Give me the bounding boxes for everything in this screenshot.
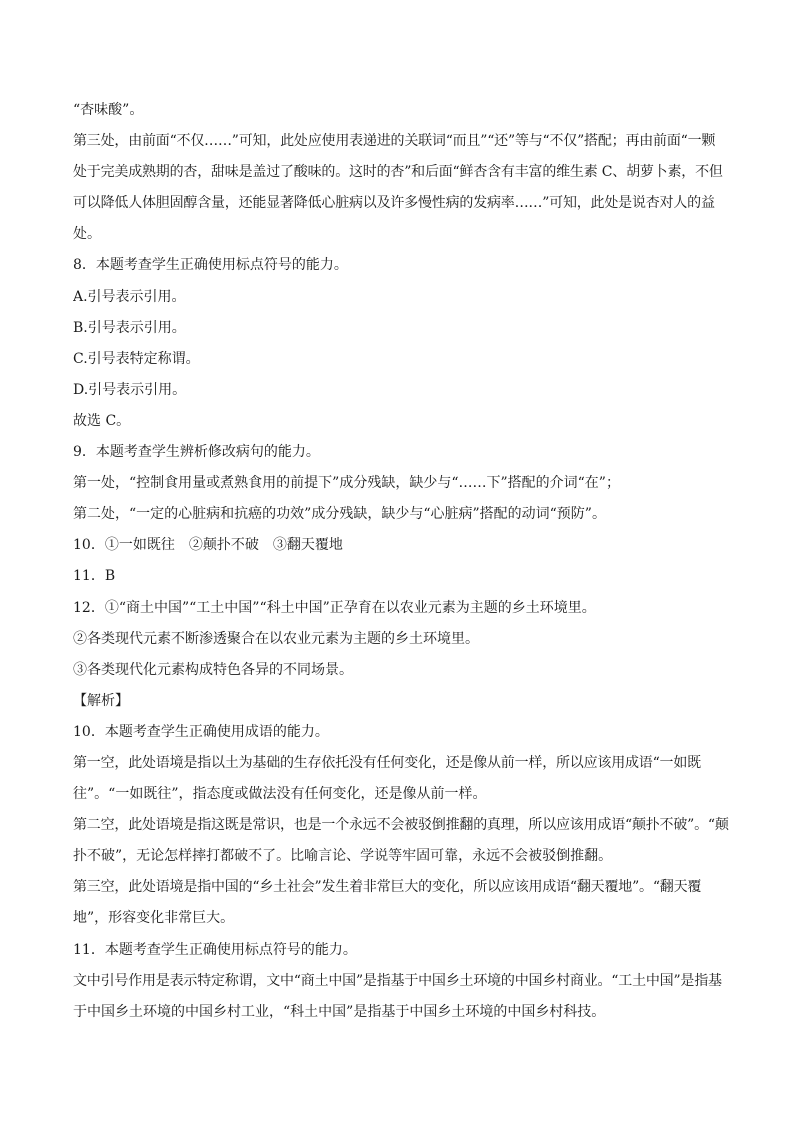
text-line: 可以降低人体胆固醇含量，还能显著降低心脏病以及许多慢性病的发病率……”可知，此处是说杏对人的益 — [73, 195, 715, 212]
option-b: B.引号表示引用。 — [73, 319, 186, 336]
question-8-heading: 8．本题考查学生正确使用标点符号的能力。 — [73, 257, 348, 274]
text-line: 第二处，“一定的心脏病和抗癌的功效”成分残缺，缺少与“心脏病”搭配的动词“预防”。 — [73, 506, 606, 523]
text-line: 第三空，此处语境是指中国的“乡土社会”发生着非常巨大的变化，所以应该用成语“翻天覆地”。“翻天覆 — [73, 879, 702, 896]
text-line: 处于完美成熟期的杏，甜味是盖过了酸味的。这时的杏”和后面“鲜杏含有丰富的维生素 C、胡萝卜素，不但 — [73, 164, 723, 181]
text-line: 处。 — [73, 226, 101, 243]
text-line: 文中引号作用是表示特定称谓，文中“商土中国”是指基于中国乡土环境的中国乡村商业。“工土中国”是指基 — [73, 972, 722, 989]
text-line: 地”，形容变化非常巨大。 — [73, 910, 235, 927]
answer-12-item-1: 12．①“商土中国”“工土中国”“科土中国”正孕育在以农业元素为主题的乡土环境里。 — [73, 599, 596, 616]
option-a: A.引号表示引用。 — [73, 288, 186, 305]
analysis-heading: 【解析】 — [73, 692, 129, 709]
text-line: 于中国乡土环境的中国乡村工业，“科土中国”是指基于中国乡土环境的中国乡村科技。 — [73, 1003, 606, 1020]
text-line: 第二空，此处语境是指这既是常识，也是一个永远不会被驳倒推翻的真理，所以应该用成语“颠扑不破”。“颠 — [73, 817, 729, 834]
answer-11: 11．B — [73, 568, 116, 585]
answer-explanation-text — [73, 95, 733, 1028]
answer-12-item-3: ③各类现代化元素构成特色各异的不同场景。 — [73, 661, 353, 678]
text-line: 第三处，由前面“不仅……”可知，此处应使用表递进的关联词“而且”“还”等与“不仅”搭配；再由前面“一颗 — [73, 133, 716, 150]
text-line: 第一空，此处语境是指以土为基础的生存依托没有任何变化，还是像从前一样，所以应该用成语“一如既 — [73, 754, 701, 771]
option-c: C.引号表特定称谓。 — [73, 350, 200, 367]
text-line: 扑不破”，无论怎样摔打都破不了。比喻言论、学说等牢固可靠，永远不会被驳倒推翻。 — [73, 848, 613, 865]
question-10-heading: 10．本题考查学生正确使用成语的能力。 — [73, 723, 329, 740]
text-line: 第一处，“控制食用量或煮熟食用的前提下”成分残缺，缺少与“……下”搭配的介词“在”； — [73, 475, 620, 492]
question-11-heading: 11．本题考查学生正确使用标点符号的能力。 — [73, 941, 357, 958]
option-d: D.引号表示引用。 — [73, 381, 187, 398]
text-line: 往”。“一如既往”，指态度或做法没有任何变化，还是像从前一样。 — [73, 786, 487, 803]
answer-line: 故选 C。 — [73, 412, 131, 429]
answer-12-item-2: ②各类现代元素不断渗透聚合在以农业元素为主题的乡土环境里。 — [73, 630, 479, 647]
answer-10: 10．①一如既往 ②颠扑不破 ③翻天覆地 — [73, 537, 343, 554]
question-9-heading: 9．本题考查学生辨析修改病句的能力。 — [73, 444, 320, 461]
text-line: “杏味酸”。 — [73, 102, 144, 118]
